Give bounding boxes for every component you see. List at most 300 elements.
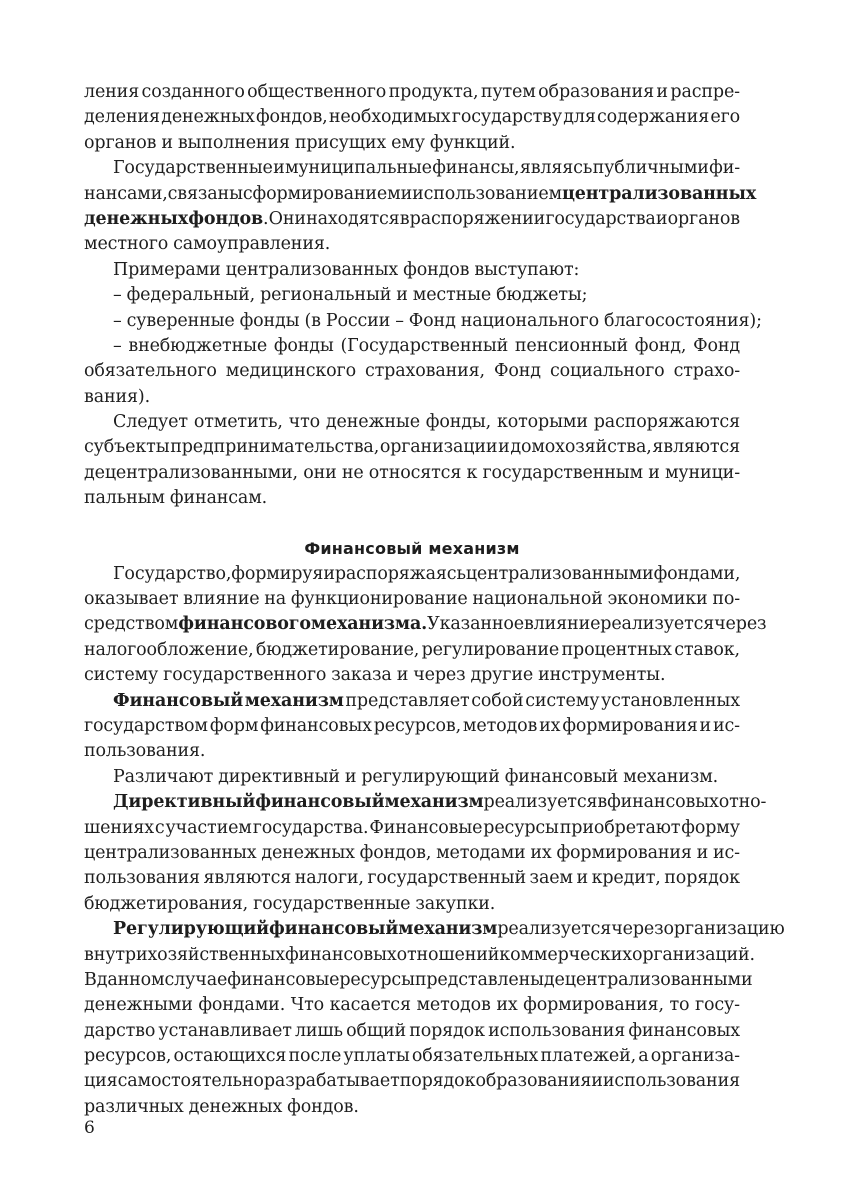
word: необходимых	[328, 107, 451, 128]
text-line	[84, 486, 740, 511]
word: пальным	[84, 488, 165, 509]
word: содержания	[597, 107, 710, 128]
paragraph	[84, 765, 740, 790]
word: Примерами	[113, 259, 221, 280]
text-line	[84, 790, 767, 815]
text-line	[84, 587, 740, 612]
word: отно-	[718, 792, 767, 813]
word: механизм	[384, 792, 484, 813]
word: влияние	[523, 614, 601, 635]
text-line	[84, 866, 740, 891]
word: вания).	[84, 386, 150, 407]
word: отметить,	[193, 412, 283, 433]
text-line	[84, 232, 740, 257]
paragraph	[84, 80, 740, 156]
word: фонды	[239, 310, 300, 331]
word: по-	[712, 589, 740, 610]
word: распре-	[670, 82, 740, 102]
text-line	[84, 663, 740, 688]
word: ресурсы	[483, 817, 559, 838]
word: порядок	[409, 1020, 485, 1041]
word: –	[395, 310, 404, 331]
word: функций.	[429, 132, 516, 153]
text-line	[84, 410, 740, 435]
text-line	[84, 334, 740, 359]
word: шениях	[84, 817, 154, 838]
word: методов	[416, 995, 491, 1016]
word: реализуется	[483, 792, 598, 813]
paragraph	[84, 917, 785, 1120]
word: устанавливает	[158, 1020, 292, 1041]
word: органов	[667, 208, 740, 229]
word: участием	[165, 817, 252, 838]
word: Указанное	[427, 614, 524, 635]
word: внутрихозяйственных	[84, 944, 285, 965]
word: общий	[346, 1020, 407, 1041]
word: являются	[203, 868, 292, 889]
word: их	[530, 842, 552, 863]
word: форм	[209, 715, 259, 736]
word: Фонд	[408, 310, 456, 331]
text-line	[84, 105, 740, 130]
word: уплаты	[343, 1046, 410, 1067]
word: образования	[475, 1071, 592, 1092]
word: и	[576, 868, 588, 889]
word: присущих	[294, 132, 387, 153]
word: фондов	[403, 259, 470, 280]
page-number: 6	[84, 1118, 95, 1138]
word: процентных	[561, 639, 672, 660]
word: заем	[529, 868, 573, 889]
word: финансы,	[432, 158, 520, 179]
word: финансам.	[169, 488, 268, 509]
word: денежных	[261, 842, 355, 863]
word: финансового	[178, 614, 311, 635]
word: распоряжении	[409, 208, 546, 229]
word: финансовый	[255, 792, 385, 813]
word: обязательного	[84, 361, 217, 382]
text-line	[84, 892, 740, 917]
word: фондами.	[198, 995, 286, 1016]
word: и	[696, 842, 709, 863]
word: формирования	[562, 715, 698, 736]
word: Государство,	[113, 563, 232, 584]
word: (Государственный	[340, 335, 509, 356]
word: распоряжаясь	[334, 563, 466, 584]
word: –	[113, 335, 122, 356]
word: лишь	[294, 1020, 343, 1041]
word: систему	[84, 665, 159, 686]
word: фонд,	[634, 335, 687, 356]
word: являясь	[519, 158, 593, 179]
paragraph	[84, 410, 740, 512]
word: финансовых	[284, 944, 397, 965]
word: формированием	[252, 183, 401, 204]
word: субъекты	[84, 437, 170, 458]
word: самоуправления.	[173, 234, 331, 255]
word: относятся	[368, 462, 462, 483]
word: фондов.	[287, 1096, 359, 1117]
word: и	[396, 665, 409, 686]
word: организацию	[663, 919, 785, 940]
word: формируя	[231, 563, 324, 584]
word: денежных	[84, 208, 188, 229]
word: –	[113, 285, 122, 306]
word: финансовые	[227, 969, 340, 990]
word: социального	[549, 361, 665, 382]
word: налоги,	[294, 868, 364, 889]
word: закупки.	[415, 893, 496, 914]
word: финансовых	[628, 1020, 740, 1041]
text-line	[84, 359, 740, 384]
word: установленных	[601, 690, 740, 711]
word: централизованных	[225, 259, 399, 280]
word: через	[413, 665, 466, 686]
word: централизованных	[84, 842, 257, 863]
word: инструменты.	[538, 665, 666, 686]
word: региональный	[260, 285, 392, 306]
word: для	[563, 107, 596, 128]
text-line	[84, 435, 740, 460]
word: выступают:	[474, 259, 580, 280]
text-line	[84, 714, 740, 739]
word: денежными	[84, 995, 193, 1016]
word: использования	[488, 1020, 626, 1041]
word: финансовый	[269, 919, 399, 940]
text-line	[84, 258, 740, 283]
word: через	[714, 614, 767, 635]
word: реализуется	[497, 919, 612, 940]
section-heading: Финансовый механизм	[304, 538, 520, 558]
word: и	[591, 1071, 603, 1092]
word: порядок	[664, 868, 740, 889]
word: в	[597, 792, 608, 813]
word: государства.	[252, 817, 369, 838]
word: и	[655, 208, 668, 229]
word: с	[242, 183, 253, 204]
word: различных	[84, 1096, 184, 1117]
word: то	[669, 995, 690, 1016]
word: форму	[681, 817, 740, 838]
word: государству	[451, 107, 562, 128]
word: денежных	[188, 1096, 283, 1117]
word: государственные	[253, 893, 411, 914]
word: организаций.	[631, 944, 755, 965]
text-line	[84, 461, 740, 486]
text-line	[84, 1069, 740, 1094]
word: фондов,	[359, 842, 432, 863]
word: и	[273, 158, 285, 179]
word: Регулирующий	[113, 919, 270, 940]
text-line	[84, 1044, 740, 1069]
word: Следует	[113, 412, 188, 433]
word: механизм	[398, 919, 498, 940]
paragraph	[84, 258, 740, 283]
word: директивный	[218, 766, 340, 787]
text-line	[84, 943, 755, 968]
word: разрабатывает	[263, 1071, 400, 1092]
word: связаны	[167, 183, 243, 204]
word: и	[400, 183, 413, 204]
word: ресурсов,	[373, 715, 461, 736]
paragraph	[84, 562, 767, 689]
word: фонды,	[425, 412, 492, 433]
word: госу-	[694, 995, 740, 1016]
word: общественного	[247, 82, 387, 102]
word: с	[154, 817, 165, 838]
word: бюджетирования,	[84, 893, 249, 914]
word: организа-	[650, 1046, 740, 1067]
word: фондов,	[255, 107, 328, 128]
word: национального	[460, 310, 599, 331]
text-line	[84, 1019, 740, 1044]
word: предпринимательства,	[170, 437, 380, 458]
text-line	[84, 612, 767, 637]
word: ставок,	[674, 639, 740, 660]
word: страхования,	[365, 361, 485, 382]
word: и	[648, 462, 660, 483]
word: бюджетирование,	[255, 639, 420, 660]
text-line	[84, 968, 753, 993]
word: централизованными	[465, 563, 654, 584]
list-item	[84, 283, 740, 308]
word: публичными	[592, 158, 709, 179]
word: коммерческих	[499, 944, 632, 965]
text-line	[84, 385, 740, 410]
text-line	[84, 80, 740, 105]
text-line	[84, 131, 740, 156]
word: в	[399, 208, 410, 229]
word: централизованных	[562, 183, 757, 204]
word: суверенные	[126, 310, 235, 331]
section-financial-mechanism	[84, 562, 785, 1121]
word: собой	[471, 690, 524, 711]
word: Фонд	[693, 335, 740, 356]
word: оказывает	[84, 589, 179, 610]
word: Государственные	[113, 158, 273, 179]
word: Что	[290, 995, 324, 1016]
word: финансовых	[260, 715, 372, 736]
word: фонды	[273, 335, 334, 356]
word: и	[699, 715, 712, 736]
word: Различают	[113, 766, 214, 787]
text-line	[84, 739, 740, 764]
word: механизм	[244, 690, 344, 711]
word: дарство	[84, 1020, 156, 1041]
page-body	[84, 80, 785, 1120]
word: и	[396, 285, 408, 306]
word: децентрализованными	[543, 969, 753, 990]
text-line	[84, 309, 762, 334]
word: благосостояния);	[603, 310, 762, 331]
section-intro	[84, 80, 762, 512]
word: через	[611, 919, 664, 940]
word: регулирование	[421, 639, 560, 660]
word: децентрализованными,	[84, 462, 298, 483]
word: созданного	[141, 82, 245, 102]
word: ления	[84, 82, 140, 102]
word: ему	[391, 132, 425, 153]
word: ция	[84, 1071, 118, 1092]
word: –	[113, 310, 122, 331]
word: касается	[329, 995, 411, 1016]
word: средством	[84, 614, 179, 635]
word: органов	[84, 132, 157, 153]
word: пользования.	[84, 741, 206, 762]
word: представляет	[345, 690, 470, 711]
word: к	[466, 462, 478, 483]
word: они	[303, 462, 337, 483]
word: государственного	[163, 665, 327, 686]
word: распоряжаются	[593, 412, 740, 433]
word: денежные	[325, 412, 420, 433]
word: страхо-	[673, 361, 740, 382]
paragraph	[84, 790, 767, 917]
word: ис-	[712, 715, 740, 736]
word: его	[710, 107, 740, 128]
word: приобретают	[559, 817, 681, 838]
word: платежей,	[540, 1046, 637, 1067]
word: бюджеты;	[496, 285, 588, 306]
word: отношений	[396, 944, 500, 965]
word: а	[638, 1046, 649, 1067]
word: фондами,	[653, 563, 741, 584]
word: экономики	[607, 589, 708, 610]
word: их	[496, 995, 518, 1016]
text-line	[84, 638, 740, 663]
word: муниципальные	[284, 158, 432, 179]
word: заказа	[331, 665, 392, 686]
text-line	[84, 207, 740, 232]
word: налогообложение,	[84, 639, 254, 660]
word: самостоятельно	[117, 1071, 264, 1092]
text-line	[84, 283, 740, 308]
word: Они	[268, 208, 306, 229]
word: функционирование	[290, 589, 468, 610]
word: местные	[412, 285, 492, 306]
word: использованием	[412, 183, 562, 204]
list-item	[84, 309, 762, 334]
text-line	[84, 182, 757, 207]
word: кредит,	[591, 868, 661, 889]
word: что	[288, 412, 321, 433]
word: выполнения	[177, 132, 290, 153]
word: формирования,	[523, 995, 664, 1016]
word: ис-	[713, 842, 740, 863]
word: использования	[602, 1071, 740, 1092]
word: фи-	[709, 158, 740, 179]
word: другие	[470, 665, 534, 686]
word: В	[84, 969, 97, 990]
word: не	[341, 462, 364, 483]
word: методов	[462, 715, 538, 736]
word: продукта,	[388, 82, 479, 102]
word: государственным	[482, 462, 643, 483]
word: финансовых	[607, 792, 719, 813]
text-line	[84, 765, 740, 790]
word: реализуется	[600, 614, 715, 635]
text-line	[84, 156, 740, 181]
word: путем	[480, 82, 536, 102]
word: Финансовые	[369, 817, 483, 838]
word: представлены	[414, 969, 544, 990]
word: и	[323, 563, 335, 584]
word: влияние	[183, 589, 260, 610]
word: деления	[84, 107, 160, 128]
word: (в	[304, 310, 321, 331]
word: которыми	[496, 412, 588, 433]
word: финансовый	[504, 766, 619, 787]
word: нансами,	[84, 183, 168, 204]
text-line	[84, 562, 740, 587]
word: фондов.	[188, 208, 269, 229]
word: государственный	[367, 868, 526, 889]
text-line	[84, 917, 785, 942]
word: внебюджетные	[128, 335, 268, 356]
text-line	[84, 993, 740, 1018]
word: находятся	[306, 208, 400, 229]
word: обязательных	[411, 1046, 539, 1067]
paragraph	[84, 156, 757, 258]
word: России	[325, 310, 391, 331]
word: национальной	[472, 589, 603, 610]
word: медицинского	[225, 361, 356, 382]
word: домохозяйства,	[510, 437, 652, 458]
word: муници-	[664, 462, 740, 483]
word: и	[161, 132, 173, 153]
text-line	[84, 689, 740, 714]
word: государством	[84, 715, 208, 736]
word: остающихся	[173, 1046, 287, 1067]
text-line	[84, 1095, 740, 1120]
list-item	[84, 334, 740, 410]
word: местного	[84, 234, 169, 255]
text-line	[84, 841, 740, 866]
word: государства	[545, 208, 656, 229]
word: пенсионный	[514, 335, 629, 356]
word: денежных	[161, 107, 255, 128]
word: федеральный,	[126, 285, 256, 306]
word: данном	[96, 969, 165, 990]
word: являются	[652, 437, 740, 458]
word: и	[498, 437, 510, 458]
word: Фонд	[494, 361, 541, 382]
word: порядок	[399, 1071, 476, 1092]
word: пользования	[84, 868, 200, 889]
word: случае	[164, 969, 228, 990]
word: на	[264, 589, 287, 610]
word: механизма.	[310, 614, 428, 635]
paragraph	[84, 689, 740, 765]
word: ресурсов,	[84, 1046, 172, 1067]
text-line	[84, 816, 740, 841]
word: образования	[538, 82, 654, 102]
word: организации	[379, 437, 498, 458]
word: систему	[525, 690, 600, 711]
word: регулирующий	[361, 766, 500, 787]
word: механизм.	[623, 766, 719, 787]
word: формирования	[556, 842, 692, 863]
word: после	[288, 1046, 342, 1067]
word: Директивный	[113, 792, 256, 813]
word: их	[539, 715, 561, 736]
word: и	[344, 766, 357, 787]
word: методами	[436, 842, 526, 863]
word: и	[656, 82, 668, 102]
section-gap	[84, 512, 740, 535]
word: Финансовый	[113, 690, 244, 711]
word: ресурсы	[339, 969, 415, 990]
